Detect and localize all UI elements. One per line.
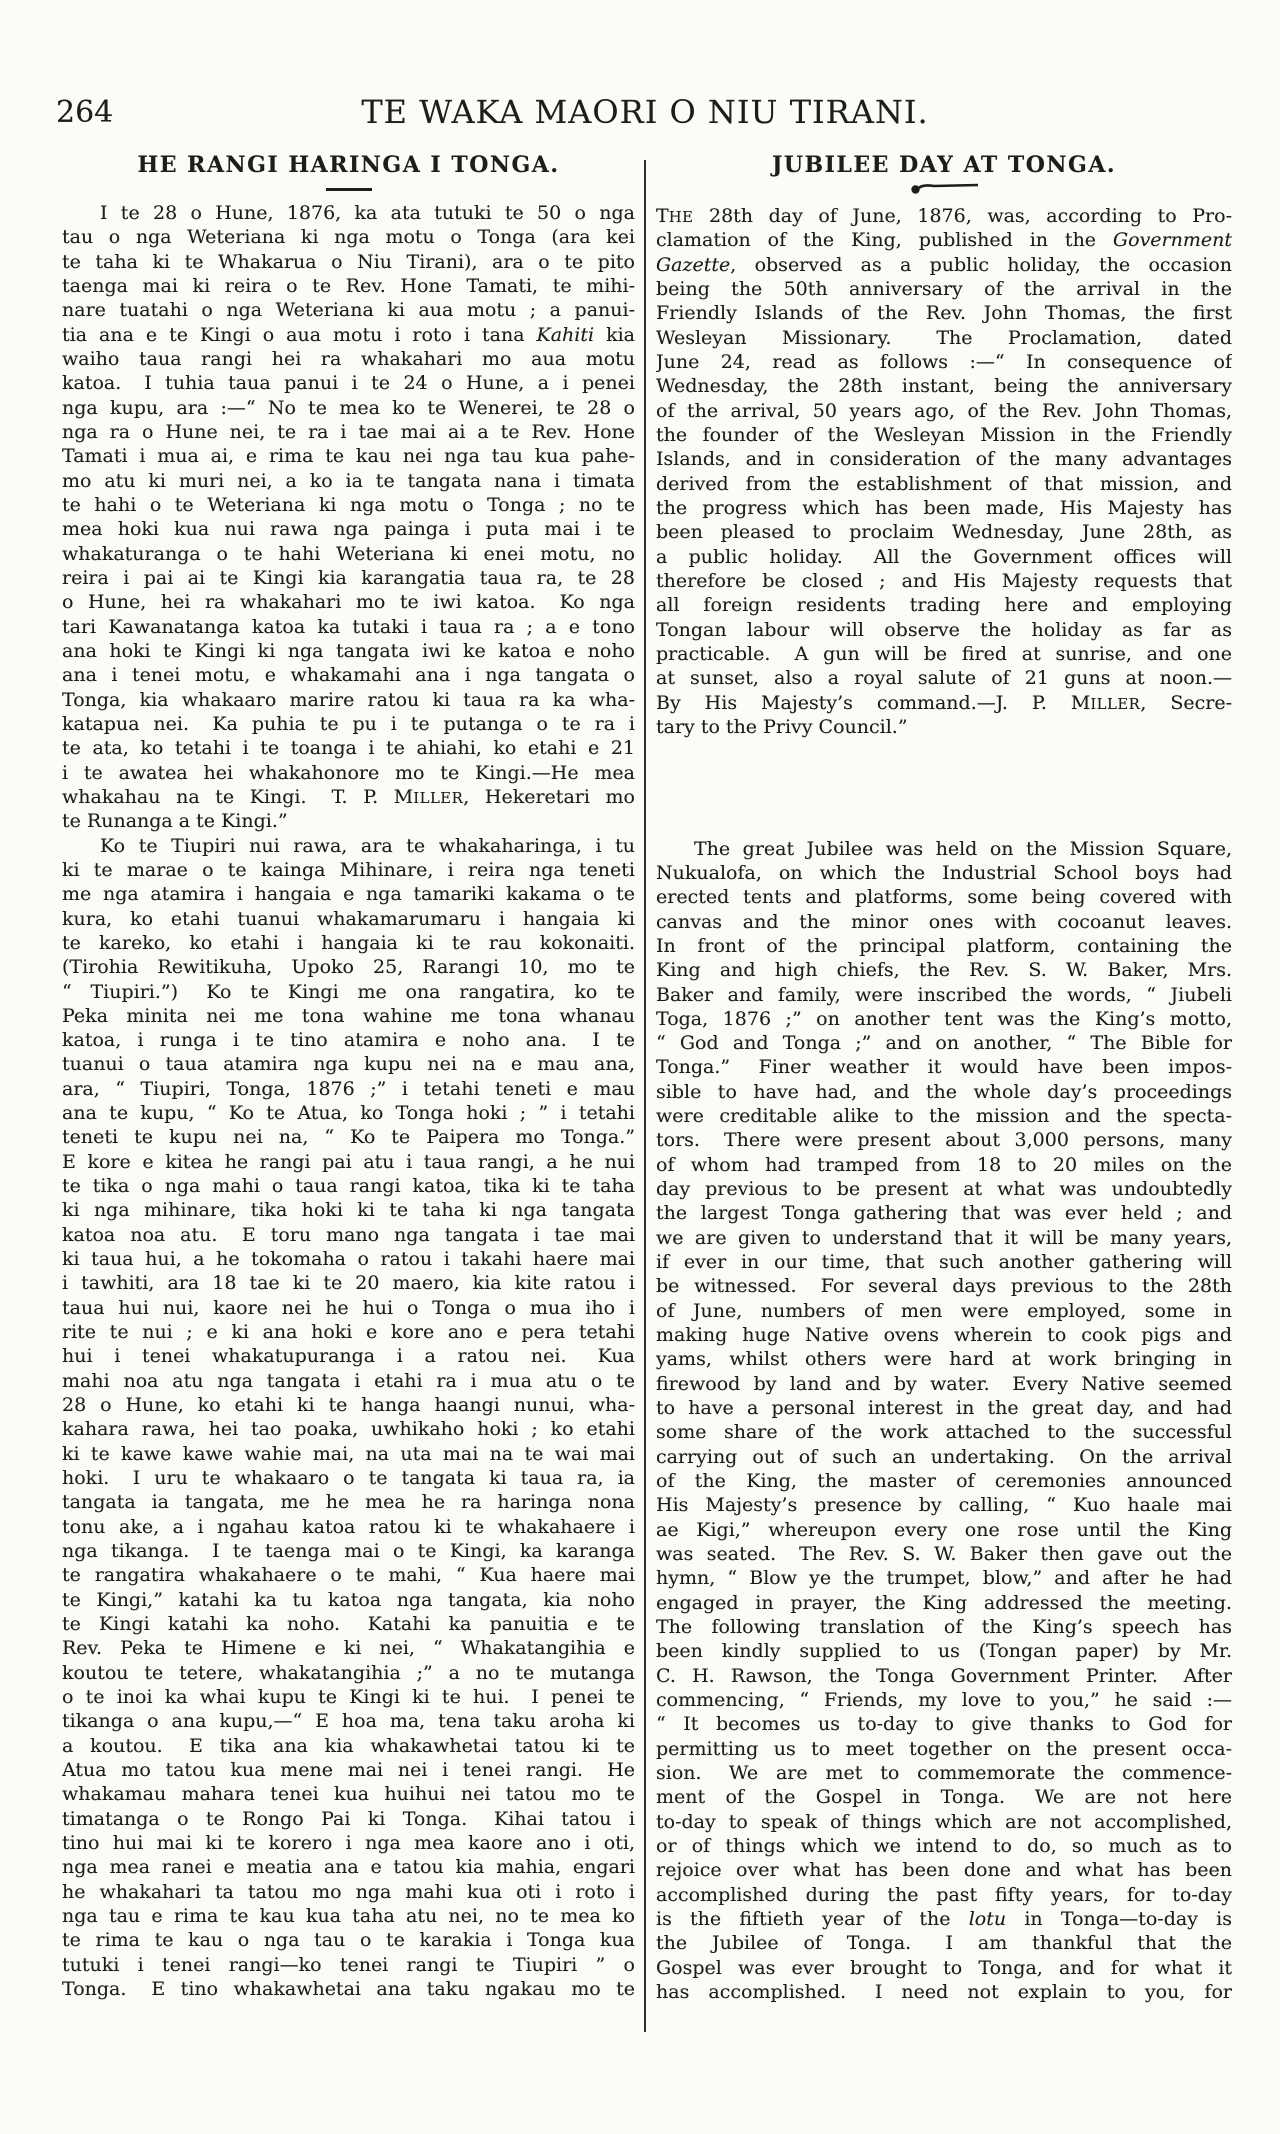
text-line: Ko te Tiupiri nui rawa, ara te whakaharinga, i tu	[62, 834, 635, 857]
text-line: whakamau mahara tenei kua huihui nei tatou mo te	[62, 1783, 635, 1806]
text-line: Islands, and in consideration of the many advantages	[656, 448, 1232, 471]
text-line: Nukualofa, on which the Industrial School boys had	[656, 861, 1232, 884]
text-line: Peka minita nei me tona wahine me tona whanau	[62, 1004, 635, 1027]
text-line: he whakahari ta tatou mo nga mahi kua oti i roto i	[62, 1880, 635, 1903]
text-line: “ Tiupiri.”) Ko te Kingi me ona rangatira, ko te	[62, 980, 635, 1003]
text-line: mo atu ki muri nei, a ko ia te tangata nana i timata	[62, 469, 635, 492]
text-line: taenga mai ki reira o te Rev. Hone Tamati, te mihi-	[62, 274, 635, 297]
text-line: firewood by land and by water. Every Native seemed	[656, 1372, 1232, 1395]
text-line: therefore be closed ; and His Majesty requests that	[656, 569, 1232, 592]
page-number: 264	[56, 95, 114, 130]
text-line: all foreign residents trading here and employing	[656, 594, 1232, 617]
text-line: waiho taua rangi hei ra whakahari mo aua motu	[62, 347, 635, 370]
text-line: been pleased to proclaim Wednesday, June 28th, as	[656, 521, 1232, 544]
text-line: “ It becomes us to-day to give thanks to God for	[656, 1713, 1232, 1736]
text-line: tikanga o ana kupu,—“ E hoa ma, tena taku aroha ki	[62, 1710, 635, 1733]
text-line: Tongan labour will observe the holiday as far as	[656, 618, 1232, 641]
text-line: to have a personal interest in the great day, and had	[656, 1397, 1232, 1420]
text-line: “ God and Tonga ;” and on another, “ The Bible for	[656, 1032, 1232, 1055]
text-line: koutou te tetere, whakatangihia ;” a no te mutanga	[62, 1661, 635, 1684]
text-line: hymn, “ Blow ye the trumpet, blow,” and after he had	[656, 1567, 1232, 1590]
text-line: Gospel was ever brought to Tonga, and for what it	[656, 1956, 1232, 1979]
text-line: practicable. A gun will be fired at sunrise, and one	[656, 642, 1232, 665]
text-line: if ever in our time, that such another gathering will	[656, 1251, 1232, 1274]
left-article-body	[62, 201, 635, 2001]
text-line: tutuki i tenei rangi—ko tenei rangi te Tiupiri ” o	[62, 1953, 635, 1976]
text-line: The following translation of the King’s speech has	[656, 1616, 1232, 1639]
text-line: I te 28 o Hune, 1876, ka ata tutuki te 50 o nga	[62, 202, 635, 224]
text-line: katoa, i runga i te tino atamira e noho ana. I te	[62, 1029, 635, 1052]
text-line: of the King, the master of ceremonies announced	[656, 1470, 1232, 1493]
text-line: te ata, ko tetahi i te toanga i te ahiahi, ko etahi e 21	[62, 737, 635, 760]
text-line: te kareko, ko etahi i hangaia ki te rau kokonaiti.	[62, 931, 635, 954]
text-line: His Majesty’s presence by calling, “ Kuo haale mai	[656, 1494, 1232, 1517]
text-line: nare tuatahi o nga Weteriana ki aua motu ; a panui-	[62, 299, 635, 322]
text-line: were creditable alike to the mission and the specta-	[656, 1105, 1232, 1128]
text-line: te Runanga a te Kingi.”	[62, 810, 288, 833]
heading-ornament-icon	[656, 182, 1232, 194]
text-line: Tonga.” Finer weather it would have been impos-	[656, 1056, 1232, 1079]
text-line: In front of the principal platform, containing the	[656, 934, 1232, 957]
text-line: of the arrival, 50 years ago, of the Rev. John Thomas,	[656, 399, 1232, 422]
right-column	[656, 152, 1232, 2004]
text-line: the progress which has been made, His Majesty has	[656, 496, 1232, 519]
text-line: day previous to be present at what was undoubtedly	[656, 1178, 1232, 1201]
text-line: sible to have had, and the whole day’s proceedings	[656, 1080, 1232, 1103]
text-line: tino hui mai ki te korero i nga mea kaore ano i oti,	[62, 1831, 635, 1854]
text-line: By His Majesty’s command.—J. P. MILLER, Secre-	[656, 691, 1232, 714]
text-line: June 24, read as follows :—“ In consequence of	[656, 350, 1232, 373]
text-line: te rima te kau o nga tau o te karakia i Tonga kua	[62, 1929, 635, 1952]
text-line: tors. There were present about 3,000 persons, many	[656, 1129, 1232, 1152]
text-line: been kindly supplied to us (Tongan paper) by Mr.	[656, 1640, 1232, 1663]
text-line: Gazette, observed as a public holiday, the occasion	[656, 253, 1232, 276]
text-line: ana i tenei motu, e whakamahi ana i nga tangata o	[62, 664, 635, 687]
text-line: nga mea ranei e meatia ana e tatou kia mahia, engari	[62, 1856, 635, 1879]
text-line: ae Kigi,” whereupon every one rose until the King	[656, 1518, 1232, 1541]
text-line: Tonga. E tino whakawhetai ana taku ngakau mo te	[62, 1977, 635, 2000]
text-line: the founder of the Wesleyan Mission in the Friendly	[656, 423, 1232, 446]
text-line: Wednesday, the 28th instant, being the anniversary	[656, 375, 1232, 398]
text-line: King and high chiefs, the Rev. S. W. Baker, Mrs.	[656, 959, 1232, 982]
text-line: te hahi o te Weteriana ki nga motu o Tonga ; no te	[62, 493, 635, 516]
text-line: canvas and the minor ones with cocoanut leaves.	[656, 910, 1232, 933]
text-line: yams, whilst others were hard at work bringing in	[656, 1348, 1232, 1371]
text-line: accomplished during the past fifty years, for to-day	[656, 1883, 1232, 1906]
right-article-heading: JUBILEE DAY AT TONGA.	[771, 152, 1117, 178]
text-line: Rev. Peka te Himene e ki nei, “ Whakatangihia e	[62, 1637, 635, 1660]
text-line: kura, ko etahi tuanui whakamarumaru i hangaia ki	[62, 907, 635, 930]
text-line: nga ra o Hune nei, te ra i tae mai ai a te Rev. Hone	[62, 420, 635, 443]
text-line: carrying out of such an undertaking. On the arrival	[656, 1445, 1232, 1468]
text-line: is the fiftieth year of the lotu in Tonga—to-day is	[656, 1907, 1232, 1930]
text-line: some share of the work attached to the successful	[656, 1421, 1232, 1444]
text-line: te rangatira whakahaere o te mahi, “ Kua haere mai	[62, 1564, 635, 1587]
text-line: whakaturanga o te hahi Weteriana ki enei motu, no	[62, 542, 635, 565]
right-article-body	[656, 204, 1232, 2004]
text-line: Atua mo tatou kua mene mai nei i tenei rangi. He	[62, 1759, 635, 1781]
text-line: to-day to speak of things which are not accomplished,	[656, 1810, 1232, 1833]
text-line: ki te kawe kawe wahie mai, na uta mai na te wai mai	[62, 1442, 635, 1465]
text-line: of June, numbers of men were employed, some in	[656, 1299, 1232, 1322]
text-line: reira i pai ai te Kingi kia karangatia taua ra, te 28	[62, 566, 635, 589]
text-line: te Kingi katahi ka noho. Katahi ka panuitia e te	[62, 1613, 635, 1636]
text-line: Friendly Islands of the Rev. John Thomas, the first	[656, 302, 1232, 325]
text-line: whakahau na te Kingi. T. P. MILLER, Hekeretari mo	[62, 785, 635, 808]
text-line: we are given to understand that it will be many years,	[656, 1226, 1232, 1249]
text-line: mahi noa atu nga tangata i etahi ra i mua atu o te	[62, 1369, 635, 1392]
text-line: has accomplished. I need not explain to you, for	[656, 1980, 1232, 2003]
text-line: THE 28th day of June, 1876, was, according to Pro-	[656, 205, 1232, 227]
text-line: ki taua hui, a he tokomaha o ratou i takahi haere mai	[62, 1248, 635, 1271]
text-line	[656, 764, 1232, 788]
text-line: Tamati i mua ai, e rima te kau nei nga tau kua pahe-	[62, 445, 635, 468]
text-line: katapua nei. Ka puhia te pu i te putanga o te ra i	[62, 712, 635, 735]
text-line: the largest Tonga gathering that was ever held ; and	[656, 1202, 1232, 1225]
text-line: ara, “ Tiupiri, Tonga, 1876 ;” i tetahi teneti e mau	[62, 1077, 635, 1100]
text-line	[656, 788, 1232, 812]
text-line: ki nga mihinare, tika hoki ki te taha ki nga tangata	[62, 1199, 635, 1222]
text-line: taua hui nui, kaore nei he hui o Tonga o mua iho i	[62, 1296, 635, 1319]
text-line: erected tents and platforms, some being covered with	[656, 886, 1232, 909]
text-line: of whom had tramped from 18 to 20 miles on the	[656, 1153, 1232, 1176]
text-line: i te awatea hei whakahonore mo te Kingi.—He mea	[62, 761, 635, 784]
column-divider-rule	[644, 160, 646, 2032]
text-line: nga kupu, ara :—“ No te mea ko te Wenerei, te 28 o	[62, 396, 635, 419]
text-line: derived from the establishment of that mission, and	[656, 472, 1232, 495]
text-line: te Kingi,” katahi ka tu katoa nga tangata, kia noho	[62, 1588, 635, 1611]
text-line: clamation of the King, published in the Government	[656, 229, 1232, 252]
text-line: the Jubilee of Tonga. I am thankful that the	[656, 1932, 1232, 1955]
text-line: engaged in prayer, the King addressed the meeting.	[656, 1591, 1232, 1614]
text-line: katoa. I tuhia taua panui i te 24 o Hune, a i penei	[62, 372, 635, 395]
text-line: tary to the Privy Council.”	[656, 715, 908, 738]
text-line: sion. We are met to commemorate the commence-	[656, 1762, 1232, 1784]
text-line: nga tau e rima te kau kua taha atu nei, no te mea ko	[62, 1904, 635, 1927]
text-line: or of things which we intend to do, so much as to	[656, 1834, 1232, 1857]
text-line: mea hoki kua nui rawa nga painga i puta mai i te	[62, 518, 635, 541]
text-line: ana hoki te Kingi ki nga tangata iwi ke katoa e noho	[62, 639, 635, 662]
text-line: (Tirohia Rewitikuha, Upoko 25, Rarangi 10, mo te	[62, 956, 635, 979]
left-article-heading: HE RANGI HARINGA I TONGA.	[137, 152, 560, 178]
text-line: tari Kawanatanga katoa ka tutaki i taua ra ; a e tono	[62, 615, 635, 638]
text-line: o te inoi ka whai kupu te Kingi ki te hui. I penei te	[62, 1686, 635, 1709]
text-line: tia ana e te Kingi o aua motu i roto i tana Kahiti kia	[62, 323, 635, 346]
text-line: o Hune, hei ra whakahari mo te iwi katoa. Ko nga	[62, 591, 635, 614]
text-line: me nga atamira i hangaia e nga tamariki kakama o te	[62, 883, 635, 906]
text-line: te tika o nga mahi o taua rangi katoa, tika ki te taha	[62, 1175, 635, 1198]
text-line: commencing, “ Friends, my love to you,” he said :—	[656, 1689, 1232, 1712]
text-line: a koutou. E tika ana kia whakawhetai tatou ki te	[62, 1734, 635, 1757]
text-line	[656, 739, 1232, 763]
text-line: Toga, 1876 ;” on another tent was the King’s motto,	[656, 1007, 1232, 1030]
text-line: making huge Native ovens wherein to cook pigs and	[656, 1324, 1232, 1347]
text-line: E kore e kitea he rangi pai atu i taua rangi, a he nui	[62, 1150, 635, 1173]
text-line: tuanui o taua atamira nga kupu nei na e mau ana,	[62, 1053, 635, 1076]
text-line: Tonga, kia whakaaro marire ratou ki taua ra ka wha-	[62, 688, 635, 711]
heading-rule	[326, 188, 372, 191]
text-line: be witnessed. For several days previous to the 28th	[656, 1275, 1232, 1298]
text-line: permitting us to meet together on the present occa-	[656, 1737, 1232, 1760]
text-line: at sunset, also a royal salute of 21 guns at noon.—	[656, 667, 1232, 690]
text-line: i tawhiti, ara 18 tae ki te 20 maero, kia kite ratou i	[62, 1272, 635, 1295]
text-line: Baker and family, were inscribed the words, “ Jiubeli	[656, 983, 1232, 1006]
text-line: ki te marae o te kainga Mihinare, i reira nga teneti	[62, 858, 635, 881]
text-line: being the 50th anniversary of the arrival in the	[656, 277, 1232, 300]
text-line: ana te kupu, “ Ko te Atua, ko Tonga hoki ; ” i tetahi	[62, 1102, 635, 1125]
text-line: hui i tenei whakatupuranga i a ratou nei. Kua	[62, 1345, 635, 1368]
text-line: Wesleyan Missionary. The Proclamation, dated	[656, 326, 1232, 349]
text-line: was seated. The Rev. S. W. Baker then gave out the	[656, 1543, 1232, 1566]
text-line: The great Jubilee was held on the Mission Square,	[656, 837, 1232, 860]
text-line: tangata ia tangata, me he mea he ra haringa nona	[62, 1491, 635, 1514]
text-line: timatanga o te Rongo Pai ki Tonga. Kihai tatou i	[62, 1807, 635, 1830]
text-line: ment of the Gospel in Tonga. We are not here	[656, 1786, 1232, 1809]
text-line: C. H. Rawson, the Tonga Government Printer. After	[656, 1664, 1232, 1687]
text-line: 28 o Hune, ko etahi ki te hanga haangi nunui, wha-	[62, 1394, 635, 1417]
text-line: katoa noa atu. E toru mano nga tangata i tae mai	[62, 1223, 635, 1246]
text-line: rejoice over what has been done and what has been	[656, 1859, 1232, 1882]
text-line	[656, 812, 1232, 836]
masthead-title: TE WAKA MAORI O NIU TIRANI.	[361, 93, 929, 131]
text-line: kahara rawa, hei tao poaka, uwhikaho hoki ; ko etahi	[62, 1418, 635, 1441]
text-line: tonu ake, a i ngahau katoa ratou ki te whakahaere i	[62, 1515, 635, 1538]
text-line: hoki. I uru te whakaaro o te tangata ki taua ra, ia	[62, 1467, 635, 1490]
text-line: teneti te kupu nei na, “ Ko te Paipera mo Tonga.”	[62, 1126, 635, 1149]
text-line: tau o nga Weteriana ki nga motu o Tonga (ara kei	[62, 226, 635, 249]
text-line: a public holiday. All the Government offices will	[656, 545, 1232, 568]
text-line: rite te nui ; e ki ana hoki e kore ano e pera tetahi	[62, 1321, 635, 1344]
left-column	[62, 152, 635, 2001]
text-line: te taha ki te Whakarua o Niu Tirani), ara o te pito	[62, 250, 635, 273]
text-line: nga tikanga. I te taenga mai o te Kingi, ka karanga	[62, 1540, 635, 1563]
